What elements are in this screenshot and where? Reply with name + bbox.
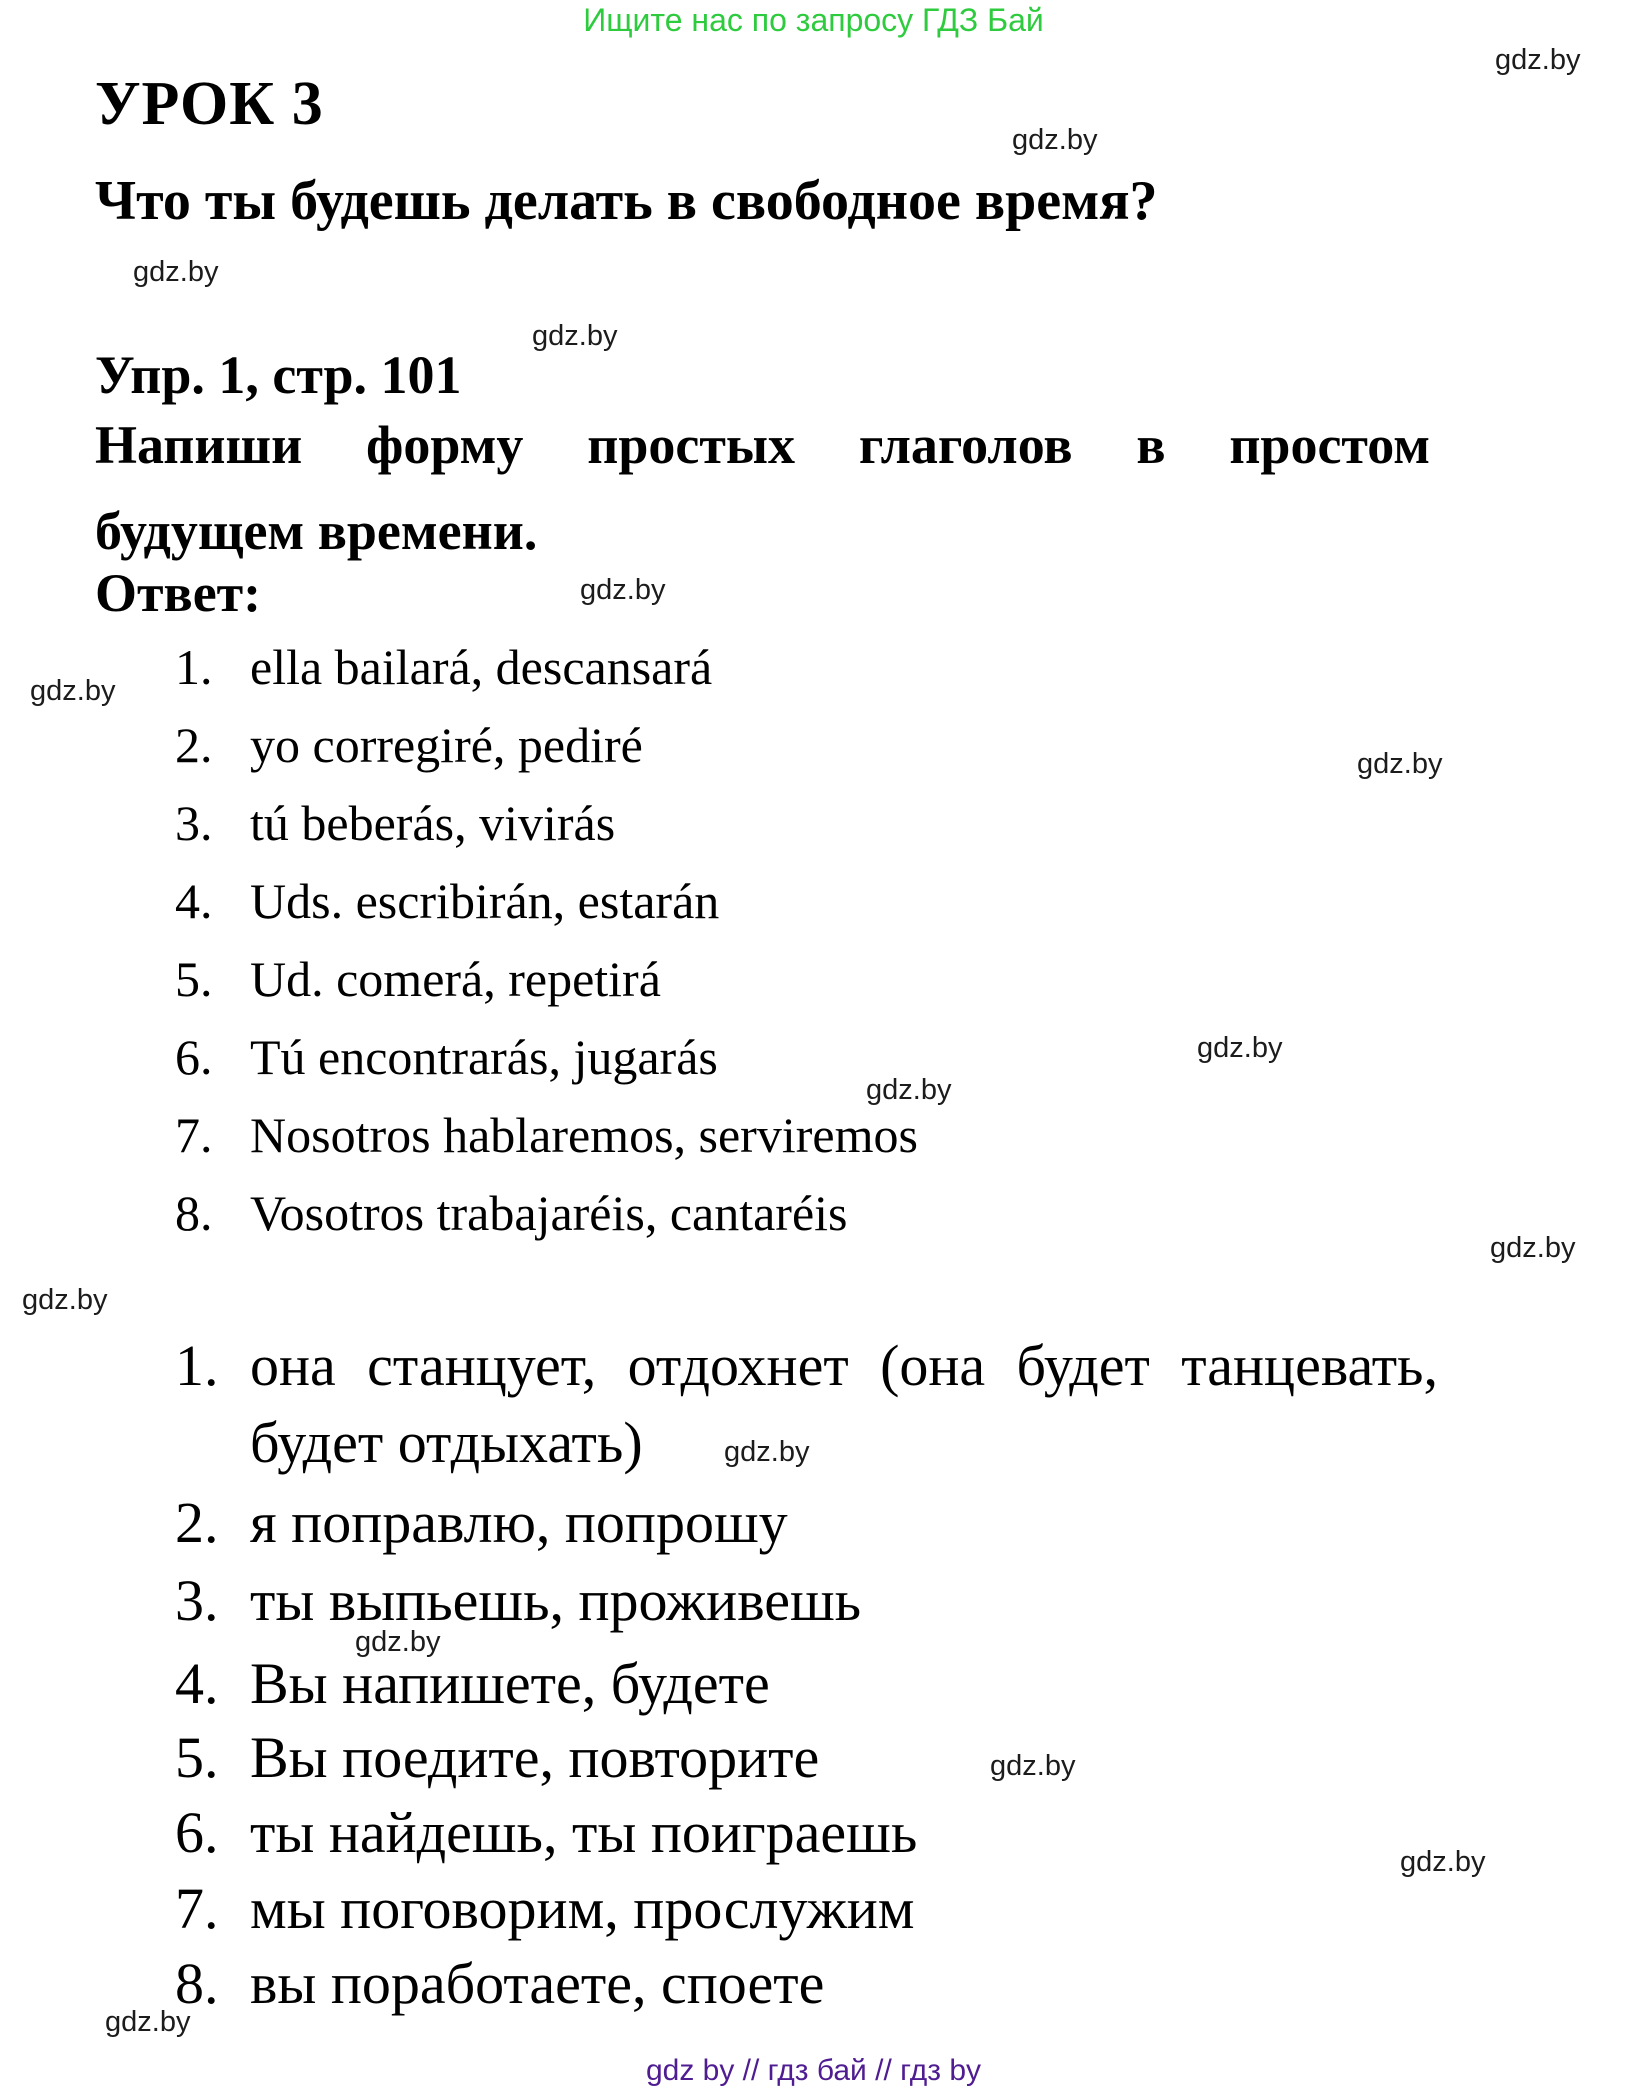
answer-item-ru-line1: она станцует, отдохнет (она будет танцевать, [250, 1333, 1438, 1398]
item-text: Ud. comerá, repetirá [250, 951, 661, 1007]
item-text: Nosotros hablaremos, serviremos [250, 1107, 918, 1163]
item-number: 8. [175, 1185, 213, 1241]
lesson-title: Что ты будешь делать в свободное время? [95, 170, 1158, 232]
gdz-watermark: gdz.by [1490, 1232, 1576, 1264]
answer-item-es [175, 717, 643, 773]
answer-item-es [175, 1107, 918, 1163]
answer-item-es [175, 951, 661, 1007]
task-text-line1: Напиши форму простых глаголов в простом [95, 415, 1430, 475]
gdz-watermark: gdz.by [1197, 1032, 1283, 1064]
gdz-watermark: gdz.by [30, 675, 116, 707]
item-text: ella bailará, descansará [250, 639, 713, 695]
item-text: ты выпьешь, проживешь [250, 1568, 862, 1633]
answer-item-ru [175, 1876, 915, 1941]
gdz-watermark: gdz.by [866, 1074, 952, 1106]
item-number: 7. [175, 1876, 219, 1941]
answer-label: Ответ: [95, 563, 262, 623]
answer-item-es [175, 795, 616, 851]
item-number: 6. [175, 1029, 213, 1085]
answer-item-ru [175, 1725, 820, 1790]
item-text: Uds. escribirán, estarán [250, 873, 720, 929]
item-number: 2. [175, 1490, 219, 1555]
gdz-watermark: gdz.by [1357, 748, 1443, 780]
answer-item-ru-line2: будет отдыхать) [250, 1410, 643, 1475]
answer-item-ru [175, 1490, 788, 1555]
footer-site-links: gdz by // гдз бай // гдз by [645, 2054, 982, 2087]
item-text: ты найдешь, ты поиграешь [250, 1800, 918, 1865]
gdz-watermark: gdz.by [990, 1750, 1076, 1782]
answer-item-es [175, 873, 720, 929]
item-number: 1. [175, 1333, 219, 1398]
item-number: 3. [175, 1568, 219, 1633]
promo-banner: Ищите нас по запросу ГДЗ Бай [583, 2, 1044, 38]
item-text: Vosotros trabajaréis, cantaréis [250, 1185, 848, 1241]
gdz-watermark: gdz.by [1495, 44, 1581, 76]
item-number: 7. [175, 1107, 213, 1163]
item-text: Вы напишете, будете [250, 1651, 770, 1716]
item-number: 1. [175, 639, 213, 695]
answer-item-ru [175, 1951, 825, 2016]
item-number: 8. [175, 1951, 219, 2016]
item-number: 5. [175, 1725, 219, 1790]
gdz-watermark: gdz.by [724, 1436, 810, 1468]
answer-item-es [175, 1185, 848, 1241]
item-text: Tú encontrarás, jugarás [250, 1029, 718, 1085]
gdz-watermark: gdz.by [105, 2006, 191, 2038]
item-text: tú beberás, vivirás [250, 795, 616, 851]
item-number: 2. [175, 717, 213, 773]
item-number: 5. [175, 951, 213, 1007]
answer-item-es [175, 1029, 718, 1085]
item-text: я поправлю, попрошу [250, 1490, 788, 1555]
gdz-watermark: gdz.by [580, 574, 666, 606]
gdz-watermark: gdz.by [22, 1284, 108, 1316]
item-number: 3. [175, 795, 213, 851]
gdz-watermark: gdz.by [355, 1626, 441, 1658]
exercise-label: Упр. 1, стр. 101 [95, 345, 462, 405]
item-number: 4. [175, 1651, 219, 1716]
gdz-watermark: gdz.by [1400, 1846, 1486, 1878]
gdz-watermark: gdz.by [1012, 124, 1098, 156]
gdz-watermark: gdz.by [532, 320, 618, 352]
answer-item-ru [175, 1651, 770, 1716]
item-text: Вы поедите, повторите [250, 1725, 820, 1790]
item-text: мы поговорим, прослужим [250, 1876, 915, 1941]
answer-item-ru [175, 1333, 250, 1398]
item-text: yo corregiré, pediré [250, 717, 643, 773]
item-number: 6. [175, 1800, 219, 1865]
item-number: 4. [175, 873, 213, 929]
answer-item-ru [175, 1568, 862, 1633]
item-text: вы поработаете, споете [250, 1951, 825, 2016]
task-text-line2: будущем времени. [95, 501, 538, 561]
gdz-watermark: gdz.by [133, 256, 219, 288]
answer-item-ru [175, 1800, 918, 1865]
lesson-heading: УРОК 3 [95, 70, 324, 138]
answer-item-es [175, 639, 713, 695]
